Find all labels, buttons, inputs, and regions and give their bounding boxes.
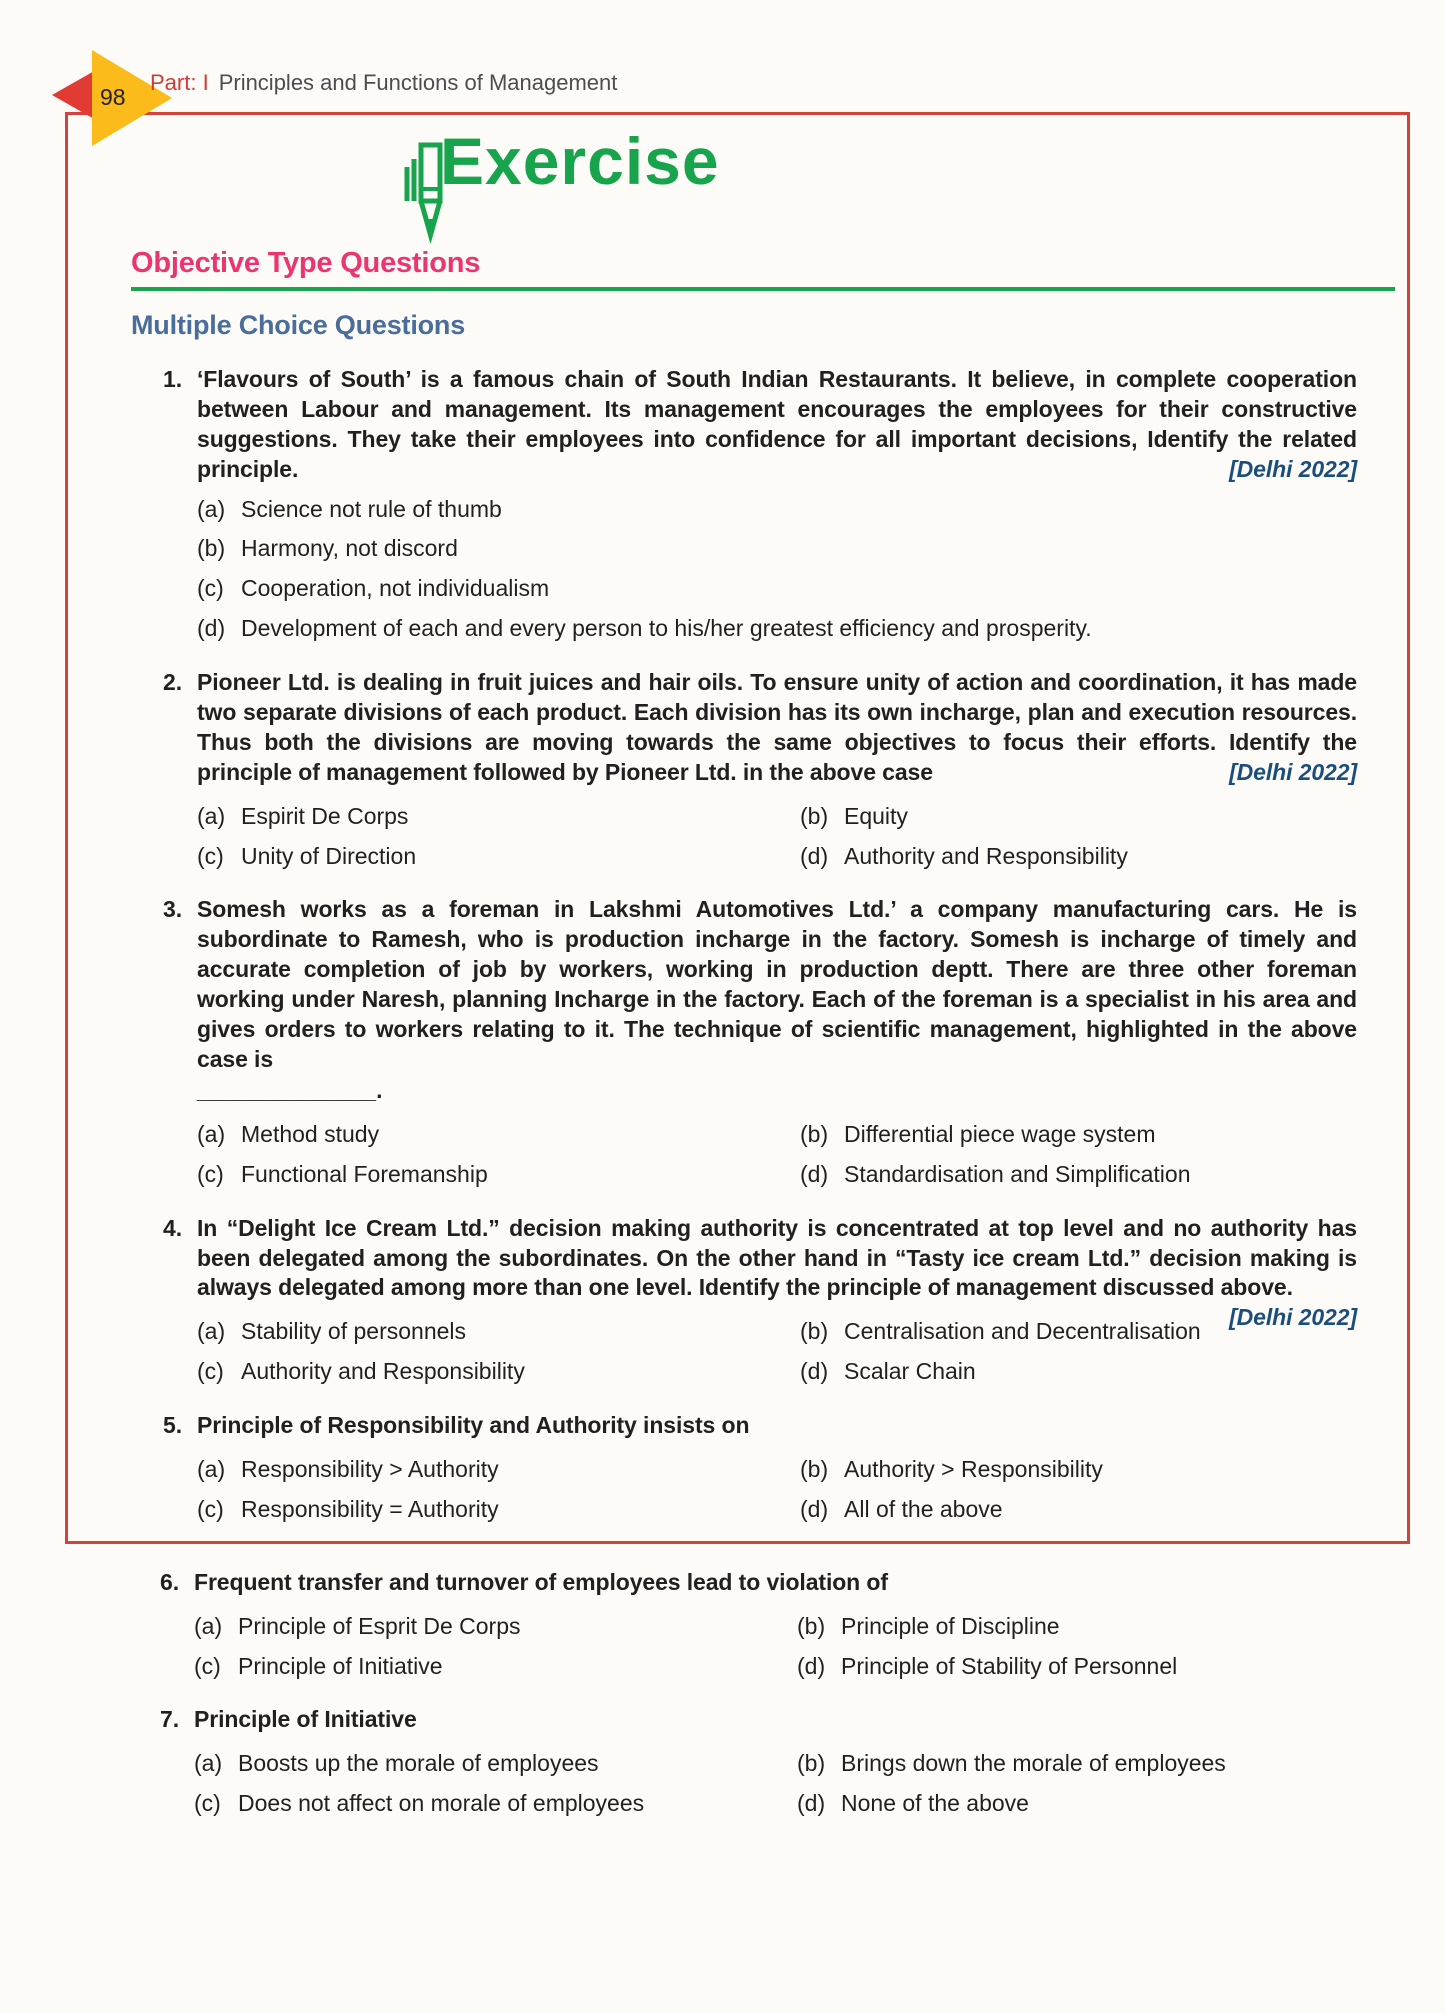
option-item bbox=[197, 495, 1357, 525]
option-label: (b) bbox=[797, 1612, 826, 1639]
question-body bbox=[194, 1705, 1360, 1819]
question bbox=[163, 1214, 1357, 1387]
fill-blank-line: ______________. bbox=[197, 1076, 383, 1103]
red-triangle-icon bbox=[52, 70, 96, 120]
subsection-heading: Multiple Choice Questions bbox=[131, 310, 466, 340]
question-text: ‘Flavours of South’ is a famous chain of South Indian Restaurants. It believe, in complete cooperation between Labour and management. Its management encourages the employees for their constructive suggestions. They take their employees into confidence for all important decisions, Identify the related principle. [Delhi 2022] bbox=[197, 365, 1357, 485]
option-text: Centralisation and Decentralisation bbox=[844, 1318, 1201, 1345]
section-heading: Objective Type Questions bbox=[131, 247, 481, 279]
pencil-icon bbox=[403, 139, 443, 248]
option-label: (d) bbox=[800, 1495, 829, 1522]
question-text: Somesh works as a foreman in Lakshmi Automotives Ltd.’ a company manufacturing cars. He is subordinate to Ramesh, who is production incharge in the factory. Somesh is incharge of timely and accurate completion of job by workers, working in production deptt. There are three other foreman working under Naresh, planning Incharge in the factory. Each of the foreman is a specialist in his area and gives orders to workers relating to it. The technique of scientific management, highlighted in the above case is bbox=[197, 896, 1357, 1072]
option-item bbox=[197, 842, 800, 872]
question-text: Principle of Initiative bbox=[194, 1706, 417, 1733]
option-label: (b) bbox=[800, 1318, 829, 1345]
option-item bbox=[194, 1789, 797, 1819]
option-label: (a) bbox=[197, 1455, 226, 1482]
option-label: (d) bbox=[197, 615, 226, 642]
option-item bbox=[797, 1652, 1360, 1682]
question-number: 6. bbox=[160, 1568, 180, 1595]
option-label: (a) bbox=[197, 1318, 226, 1345]
option-item bbox=[800, 1357, 1209, 1387]
option-item bbox=[194, 1652, 797, 1682]
question bbox=[163, 895, 1357, 1189]
option-item bbox=[197, 534, 1357, 564]
option-label: (d) bbox=[797, 1790, 826, 1817]
question-body bbox=[197, 668, 1357, 871]
options-list bbox=[197, 1110, 1357, 1190]
option-text: Equity bbox=[844, 802, 908, 829]
option-label: (b) bbox=[797, 1750, 826, 1777]
option-label: (c) bbox=[197, 1358, 224, 1385]
option-text: Responsibility = Authority bbox=[241, 1495, 499, 1522]
option-label: (c) bbox=[197, 1160, 224, 1187]
option-item bbox=[797, 1789, 1360, 1819]
option-item bbox=[194, 1749, 797, 1779]
option-label: (d) bbox=[800, 842, 829, 869]
option-text: Unity of Direction bbox=[241, 842, 417, 869]
question-number: 2. bbox=[163, 669, 183, 696]
exercise-title-row bbox=[68, 123, 1407, 237]
option-item bbox=[197, 614, 1357, 644]
option-text: Principle of Stability of Personnel bbox=[841, 1652, 1178, 1679]
option-text: None of the above bbox=[841, 1790, 1029, 1817]
part-title: Principles and Functions of Management bbox=[218, 70, 618, 95]
options-list bbox=[197, 1445, 1357, 1525]
green-underline bbox=[131, 287, 1395, 291]
option-item bbox=[800, 1455, 1357, 1485]
option-item bbox=[194, 1612, 797, 1642]
exercise-title: Exercise bbox=[440, 124, 720, 198]
option-item bbox=[197, 574, 1357, 604]
option-label: (c) bbox=[197, 1495, 224, 1522]
page-header bbox=[0, 0, 1445, 112]
question-list-inside-box bbox=[163, 365, 1357, 1525]
exercise-box bbox=[65, 112, 1410, 1544]
running-header bbox=[150, 70, 617, 96]
question bbox=[160, 1705, 1360, 1819]
option-label: (c) bbox=[197, 575, 224, 602]
option-item bbox=[800, 1495, 1357, 1525]
option-text: Harmony, not discord bbox=[241, 535, 458, 562]
option-text: Development of each and every person to his/her greatest efficiency and prosperity. bbox=[241, 615, 1092, 642]
exam-tag: [Delhi 2022] bbox=[1229, 1304, 1357, 1331]
option-item bbox=[197, 1357, 800, 1387]
option-text: Science not rule of thumb bbox=[241, 495, 502, 522]
options-list bbox=[194, 1602, 1360, 1682]
question bbox=[163, 668, 1357, 871]
question-text: Frequent transfer and turnover of employees lead to violation of bbox=[194, 1568, 888, 1595]
option-label: (b) bbox=[800, 1120, 829, 1147]
option-text: Brings down the morale of employees bbox=[841, 1750, 1226, 1777]
question-number: 5. bbox=[163, 1412, 183, 1439]
option-text: Stability of personnels bbox=[241, 1318, 467, 1345]
option-text: Authority and Responsibility bbox=[844, 842, 1128, 869]
option-text: Boosts up the morale of employees bbox=[238, 1750, 599, 1777]
question-body bbox=[197, 895, 1357, 1189]
option-label: (d) bbox=[797, 1652, 826, 1679]
question-text: In “Delight Ice Cream Ltd.” decision making authority is concentrated at top level and no authority has been delegated among the subordinates. On the other hand in “Tasty ice cream Ltd.” decision making is always delegated among more than one level. Identify the principle of management discussed above. [Delhi 2022] bbox=[197, 1214, 1357, 1304]
option-text: Authority > Responsibility bbox=[844, 1455, 1103, 1482]
option-label: (c) bbox=[197, 842, 224, 869]
option-text: Cooperation, not individualism bbox=[241, 575, 550, 602]
option-text: Responsibility > Authority bbox=[241, 1455, 499, 1482]
part-label: Part: I bbox=[150, 70, 209, 95]
option-item bbox=[197, 1455, 800, 1485]
option-text: Scalar Chain bbox=[844, 1358, 976, 1385]
option-item bbox=[197, 802, 800, 832]
question-number: 1. bbox=[163, 366, 183, 392]
option-item bbox=[797, 1612, 1360, 1642]
question bbox=[160, 1568, 1360, 1682]
question-text: Principle of Responsibility and Authority insists on bbox=[197, 1412, 750, 1439]
option-text: Authority and Responsibility bbox=[241, 1358, 525, 1385]
options-list bbox=[197, 1307, 1209, 1387]
option-item bbox=[197, 1160, 800, 1190]
question-text: Pioneer Ltd. is dealing in fruit juices and hair oils. To ensure unity of action and coordination, it has made two separate divisions of each product. Each division has its own incharge, plan and execution resources. Thus both the divisions are moving towards the same objectives to focus their efforts. Identify the principle of management followed by Pioneer Ltd. in the above case [Delhi 2022] bbox=[197, 668, 1357, 788]
question-number: 3. bbox=[163, 896, 183, 923]
options-list bbox=[197, 792, 1357, 872]
page-number: 98 bbox=[100, 84, 126, 110]
option-text: Principle of Esprit De Corps bbox=[238, 1612, 521, 1639]
option-item bbox=[800, 1317, 1209, 1347]
option-item bbox=[797, 1749, 1360, 1779]
question-list-below-box bbox=[160, 1568, 1360, 1819]
option-text: All of the above bbox=[844, 1495, 1003, 1522]
question-body bbox=[197, 365, 1357, 644]
option-label: (a) bbox=[197, 495, 226, 522]
option-label: (b) bbox=[197, 535, 226, 562]
options-list bbox=[194, 1739, 1360, 1819]
question-body bbox=[197, 1214, 1357, 1387]
option-label: (b) bbox=[800, 1455, 829, 1482]
question-number: 7. bbox=[160, 1706, 180, 1733]
option-item bbox=[800, 842, 1357, 872]
option-label: (d) bbox=[800, 1358, 829, 1385]
option-label: (a) bbox=[197, 802, 226, 829]
option-text: Differential piece wage system bbox=[844, 1120, 1156, 1147]
question-body bbox=[197, 1411, 1357, 1525]
option-text: Functional Foremanship bbox=[241, 1160, 488, 1187]
option-label: (c) bbox=[194, 1790, 221, 1817]
question-body bbox=[194, 1568, 1360, 1682]
option-label: (a) bbox=[197, 1120, 226, 1147]
option-text: Espirit De Corps bbox=[241, 802, 409, 829]
question bbox=[163, 1411, 1357, 1525]
option-text: Does not affect on morale of employees bbox=[238, 1790, 645, 1817]
option-text: Principle of Initiative bbox=[238, 1652, 443, 1679]
option-label: (d) bbox=[800, 1160, 829, 1187]
option-text: Principle of Discipline bbox=[841, 1612, 1060, 1639]
option-item bbox=[800, 802, 1357, 832]
option-item bbox=[800, 1120, 1357, 1150]
option-text: Standardisation and Simplification bbox=[844, 1160, 1191, 1187]
option-label: (c) bbox=[194, 1652, 221, 1679]
question-number: 4. bbox=[163, 1214, 183, 1241]
question bbox=[163, 365, 1357, 644]
option-label: (a) bbox=[194, 1612, 223, 1639]
option-item bbox=[197, 1495, 800, 1525]
option-label: (b) bbox=[800, 802, 829, 829]
option-item bbox=[197, 1120, 800, 1150]
option-item bbox=[800, 1160, 1357, 1190]
option-label: (a) bbox=[194, 1750, 223, 1777]
exam-tag: [Delhi 2022] bbox=[1229, 758, 1357, 785]
exam-tag: [Delhi 2022] bbox=[1229, 455, 1357, 482]
option-item bbox=[197, 1317, 800, 1347]
options-list bbox=[197, 495, 1357, 645]
option-text: Method study bbox=[241, 1120, 380, 1147]
